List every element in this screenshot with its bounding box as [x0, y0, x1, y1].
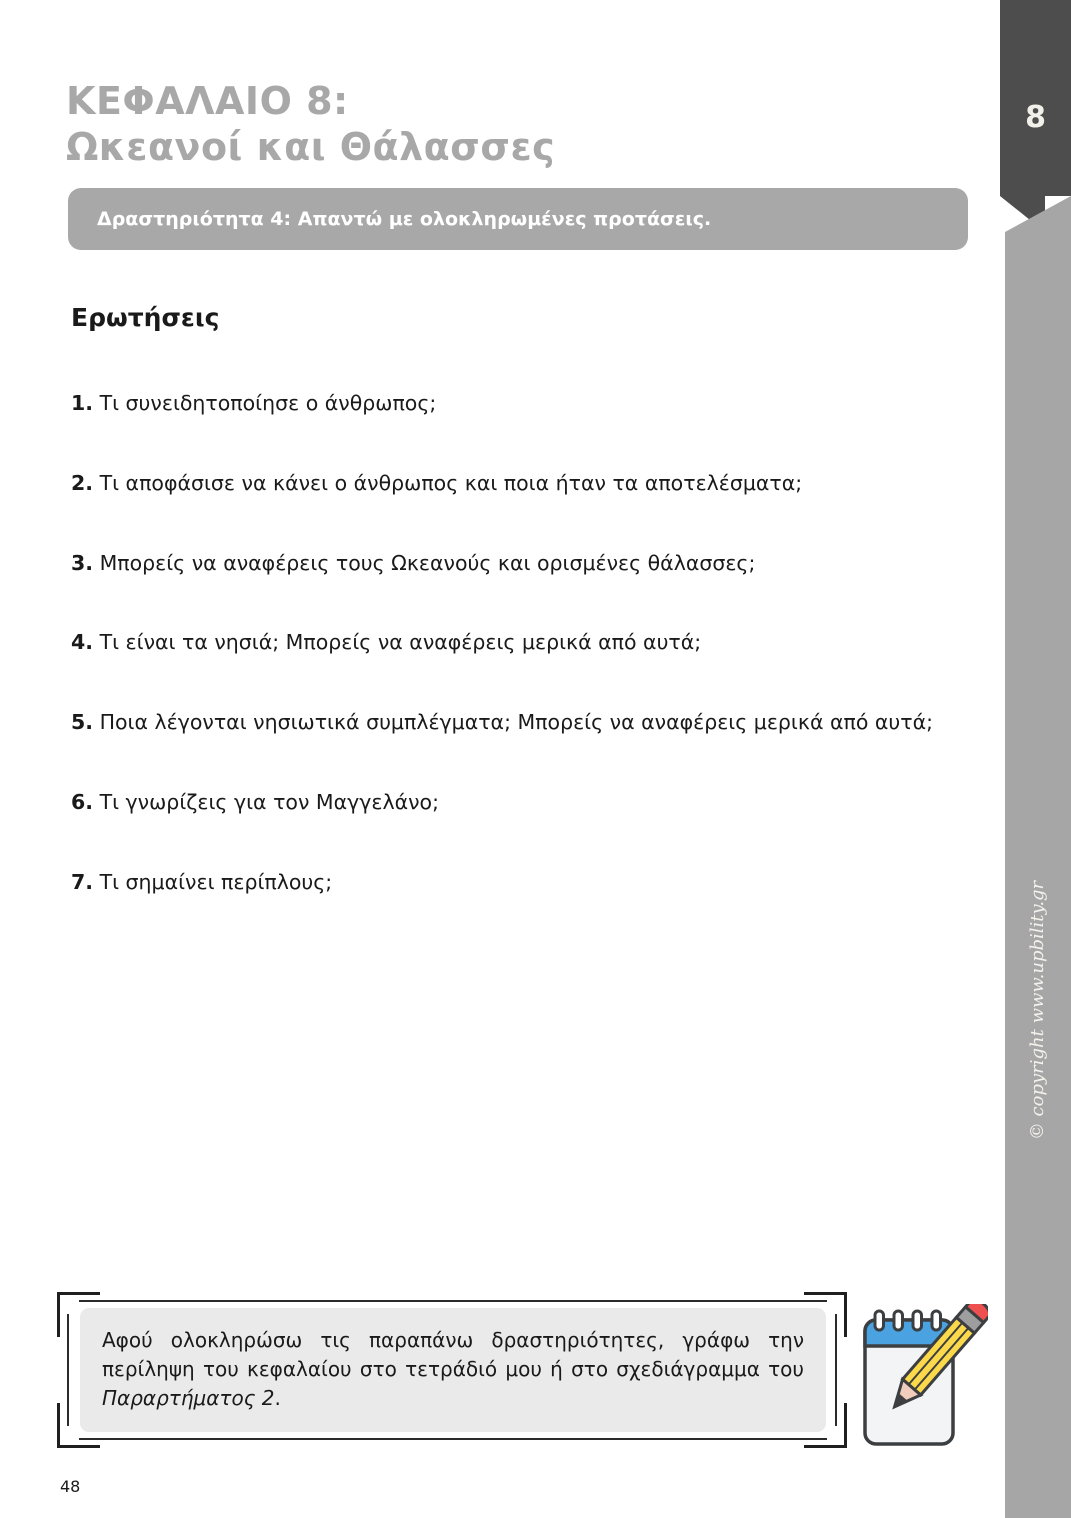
page-number: 48	[60, 1477, 81, 1496]
list-item	[71, 548, 951, 580]
chapter-side-tab	[1000, 0, 1071, 196]
question-number: 5.	[71, 710, 94, 735]
question-number: 7.	[71, 869, 94, 894]
question-number: 4.	[71, 630, 94, 655]
activity-banner-label: Δραστηριότητα 4: Απαντώ με ολοκληρωμένες προτάσεις.	[97, 208, 712, 230]
activity-banner	[68, 188, 968, 250]
note-text-part-1: Αφού ολοκληρώσω τις παραπάνω δραστηριότητες, γράφω την περίληψη του κεφαλαίου στο τετράδιό μου ή στο σχεδιάγραμμα του	[102, 1328, 804, 1381]
list-item	[71, 867, 951, 899]
chapter-title-line-2: Ωκεανοί και Θάλασσες	[66, 125, 556, 170]
list-item	[71, 388, 951, 420]
question-text: Τι είναι τα νησιά; Μπορείς να αναφέρεις μερικά από αυτά;	[93, 630, 702, 655]
notepad-pencil-icon	[858, 1304, 988, 1454]
list-item	[71, 468, 951, 500]
question-text: Τι γνωρίζεις για τον Μαγγελάνο;	[93, 789, 440, 814]
questions-list	[71, 388, 951, 946]
note-text-italic: Παραρτήματος 2	[102, 1386, 275, 1410]
list-item	[71, 627, 951, 659]
questions-heading: Ερωτήσεις	[71, 303, 220, 332]
chapter-number-label: 8	[1025, 100, 1046, 135]
summary-note-text	[102, 1326, 804, 1413]
question-text: Τι αποφάσισε να κάνει ο άνθρωπος και ποια ήταν τα αποτελέσματα;	[93, 470, 803, 495]
frame-line-top	[79, 1300, 827, 1302]
question-number: 6.	[71, 789, 94, 814]
copyright-text: © copyright www.upbility.gr	[1027, 880, 1049, 1140]
question-number: 1.	[71, 391, 94, 415]
question-text: Τι σημαίνει περίπλους;	[93, 869, 333, 894]
question-text: Μπορείς να αναφέρεις τους Ωκεανούς και ορισμένες θάλασσες;	[93, 550, 756, 575]
frame-line-right	[835, 1314, 837, 1426]
summary-note-box	[80, 1308, 826, 1432]
frame-line-left	[67, 1314, 69, 1426]
question-text: Τι συνειδητοποίησε ο άνθρωπος;	[93, 391, 437, 415]
question-text: Ποια λέγονται νησιωτικά συμπλέγματα; Μπορείς να αναφέρεις μερικά από αυτά;	[93, 710, 934, 735]
chapter-title-line-1: ΚΕΦΑΛΑΙΟ 8:	[66, 79, 349, 123]
note-text-part-2: .	[274, 1386, 281, 1410]
question-number: 3.	[71, 550, 94, 575]
side-strip-notch-shape	[1005, 196, 1071, 232]
copyright-notice	[1005, 840, 1071, 1180]
frame-line-bottom	[79, 1438, 827, 1440]
page-title	[66, 78, 555, 171]
list-item	[71, 707, 951, 739]
question-number: 2.	[71, 470, 94, 495]
summary-note-frame	[57, 1292, 847, 1448]
list-item	[71, 787, 951, 819]
